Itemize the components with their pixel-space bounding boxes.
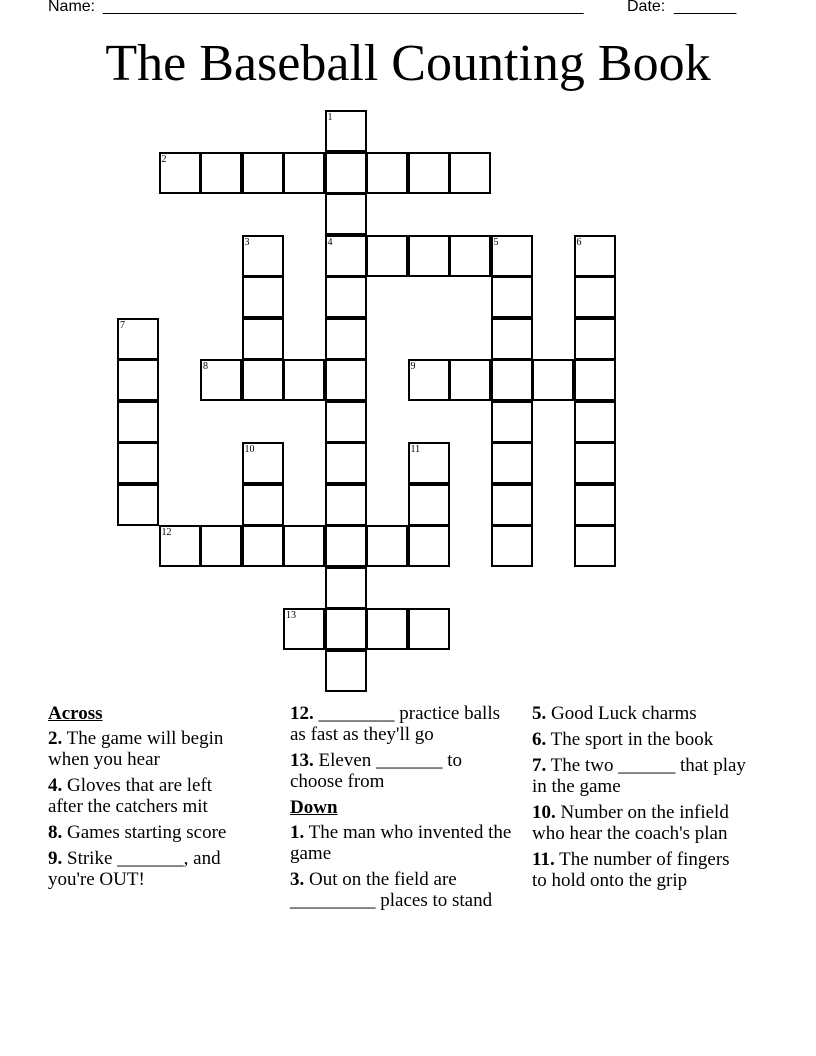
- crossword-cell[interactable]: [408, 442, 450, 484]
- clue-item-number: 9.: [48, 848, 63, 869]
- crossword-cell[interactable]: [491, 318, 533, 360]
- clue-number: 13: [286, 610, 296, 621]
- clue-list: [48, 728, 248, 890]
- crossword-cell[interactable]: [574, 318, 616, 360]
- clue-item-number: 3.: [290, 869, 305, 890]
- crossword-cell[interactable]: [449, 359, 491, 401]
- crossword-cell[interactable]: [532, 359, 574, 401]
- clue-item-number: 1.: [290, 822, 305, 843]
- clue-item-text: The game will begin when you hear: [48, 728, 224, 770]
- crossword-cell[interactable]: [366, 235, 408, 277]
- crossword-cell[interactable]: [283, 359, 325, 401]
- clue-item: [532, 729, 747, 750]
- crossword-cell[interactable]: [449, 235, 491, 277]
- crossword-cell[interactable]: [574, 359, 616, 401]
- clue-item: [532, 703, 747, 724]
- clues-column-1: [48, 703, 248, 895]
- crossword-cell[interactable]: [491, 484, 533, 526]
- crossword-cell[interactable]: [200, 525, 242, 567]
- clue-list: [290, 703, 512, 792]
- clue-item-text: ________ practice balls as fast as they'll go: [290, 703, 501, 745]
- crossword-cell[interactable]: [366, 608, 408, 650]
- crossword-cell[interactable]: [325, 318, 367, 360]
- clue-item-text: The man who invented the game: [290, 822, 512, 864]
- clue-list: [290, 822, 512, 911]
- crossword-cell[interactable]: [574, 525, 616, 567]
- crossword-cell[interactable]: [491, 235, 533, 277]
- crossword-cell[interactable]: [200, 152, 242, 194]
- crossword-cell[interactable]: [117, 318, 159, 360]
- clue-number: 1: [327, 112, 333, 123]
- clue-number: 6: [576, 236, 582, 248]
- clue-item-number: 12.: [290, 703, 314, 724]
- crossword-cell[interactable]: [242, 525, 284, 567]
- crossword-cell[interactable]: [408, 525, 450, 567]
- clue-item-number: 4.: [48, 775, 63, 796]
- clue-item-number: 6.: [532, 729, 547, 750]
- clue-item-text: Games starting score: [67, 822, 227, 843]
- clue-number: 5: [493, 236, 499, 248]
- crossword-cell[interactable]: [242, 359, 284, 401]
- crossword-cell[interactable]: [325, 608, 367, 650]
- clue-item-text: Strike _______, and you're OUT!: [48, 848, 221, 890]
- clue-item-number: 10.: [532, 802, 556, 823]
- clue-item: [290, 822, 512, 864]
- crossword-cell[interactable]: [325, 442, 367, 484]
- crossword-cell[interactable]: [574, 401, 616, 443]
- clue-item-number: 2.: [48, 728, 63, 749]
- crossword-cell[interactable]: [159, 525, 201, 567]
- crossword-cell[interactable]: [325, 110, 367, 152]
- crossword-cell[interactable]: [325, 567, 367, 609]
- crossword-cell[interactable]: [117, 359, 159, 401]
- clue-item-number: 7.: [532, 755, 547, 776]
- crossword-cell[interactable]: [325, 484, 367, 526]
- clue-item: [48, 822, 248, 843]
- clue-item-text: Gloves that are left after the catchers mit: [48, 775, 213, 817]
- crossword-cell[interactable]: [242, 152, 284, 194]
- clue-item: [532, 849, 747, 891]
- clue-item-number: 5.: [532, 703, 547, 724]
- clue-item-text: Eleven _______ to choose from: [290, 750, 463, 792]
- crossword-cell[interactable]: [449, 152, 491, 194]
- clue-number: 11: [410, 444, 421, 455]
- clue-number: 8: [203, 361, 208, 372]
- page-title: The Baseball Counting Book: [105, 35, 711, 92]
- crossword-cell[interactable]: [325, 152, 367, 194]
- clue-number: 7: [120, 319, 125, 331]
- clue-item: [290, 869, 512, 911]
- crossword-cell[interactable]: [574, 442, 616, 484]
- name-field[interactable]: ______________________________________________________: [103, 0, 584, 15]
- clue-item: [290, 750, 512, 792]
- crossword-cell[interactable]: [325, 401, 367, 443]
- crossword-cell[interactable]: [242, 235, 284, 277]
- crossword-cell[interactable]: [283, 152, 325, 194]
- clue-item: [48, 728, 248, 770]
- clue-number: 3: [244, 236, 250, 248]
- crossword-cell[interactable]: [408, 608, 450, 650]
- clue-item-text: The sport in the book: [550, 729, 714, 750]
- clues-column-2: [290, 703, 512, 916]
- date-field[interactable]: _______: [674, 0, 737, 15]
- crossword-cell[interactable]: [408, 359, 450, 401]
- crossword-cell[interactable]: [242, 318, 284, 360]
- across-heading: Across: [48, 703, 103, 724]
- crossword-cell[interactable]: [366, 152, 408, 194]
- crossword-cell[interactable]: [242, 442, 284, 484]
- clue-number: 9: [410, 361, 416, 372]
- crossword-cell[interactable]: [159, 152, 201, 194]
- crossword-cell[interactable]: [242, 276, 284, 318]
- crossword-cell[interactable]: [408, 235, 450, 277]
- clue-item-number: 13.: [290, 750, 314, 771]
- down-heading: Down: [290, 797, 338, 818]
- crossword-cell[interactable]: [242, 484, 284, 526]
- date-label: Date:: [627, 0, 666, 15]
- clue-item-text: Out on the field are _________ places to stand: [290, 869, 493, 911]
- crossword-cell[interactable]: [283, 608, 325, 650]
- crossword-cell[interactable]: [283, 525, 325, 567]
- crossword-cell[interactable]: [325, 276, 367, 318]
- clue-item-text: Good Luck charms: [551, 703, 697, 724]
- clue-number: 12: [161, 527, 172, 538]
- clue-item-number: 11.: [532, 849, 555, 870]
- crossword-cell[interactable]: [408, 484, 450, 526]
- name-label: Name:: [48, 0, 96, 15]
- clue-number: 10: [244, 444, 255, 455]
- crossword-cell[interactable]: [325, 359, 367, 401]
- crossword-cell[interactable]: [574, 235, 616, 277]
- crossword-cell[interactable]: [491, 276, 533, 318]
- clue-item: [48, 848, 248, 890]
- clues-column-3: [532, 703, 747, 896]
- crossword-cell[interactable]: [325, 193, 367, 235]
- crossword-cell[interactable]: [366, 525, 408, 567]
- crossword-cell[interactable]: [408, 152, 450, 194]
- clue-item-text: Number on the infield who hear the coach's plan: [532, 802, 729, 844]
- crossword-cell[interactable]: [491, 525, 533, 567]
- crossword-cell[interactable]: [325, 235, 367, 277]
- crossword-cell[interactable]: [491, 359, 533, 401]
- clue-item-text: The two ______ that play in the game: [532, 755, 746, 797]
- crossword-cell[interactable]: [325, 525, 367, 567]
- crossword-cell[interactable]: [117, 401, 159, 443]
- crossword-cell[interactable]: [325, 650, 367, 692]
- clue-item-number: 8.: [48, 822, 63, 843]
- clue-item: [48, 775, 248, 817]
- clue-item: [290, 703, 512, 745]
- crossword-cell[interactable]: [574, 276, 616, 318]
- crossword-cell[interactable]: [117, 484, 159, 526]
- crossword-cell[interactable]: [491, 442, 533, 484]
- clue-item: [532, 802, 747, 844]
- crossword-cell[interactable]: [117, 442, 159, 484]
- clue-number: 4: [327, 236, 333, 248]
- crossword-cell[interactable]: [574, 484, 616, 526]
- crossword-cell[interactable]: [491, 401, 533, 443]
- clue-list: [532, 703, 747, 891]
- crossword-cell[interactable]: [200, 359, 242, 401]
- clue-item-text: The number of fingers to hold onto the grip: [532, 849, 730, 891]
- clue-number: 2: [161, 153, 167, 165]
- clue-item: [532, 755, 747, 797]
